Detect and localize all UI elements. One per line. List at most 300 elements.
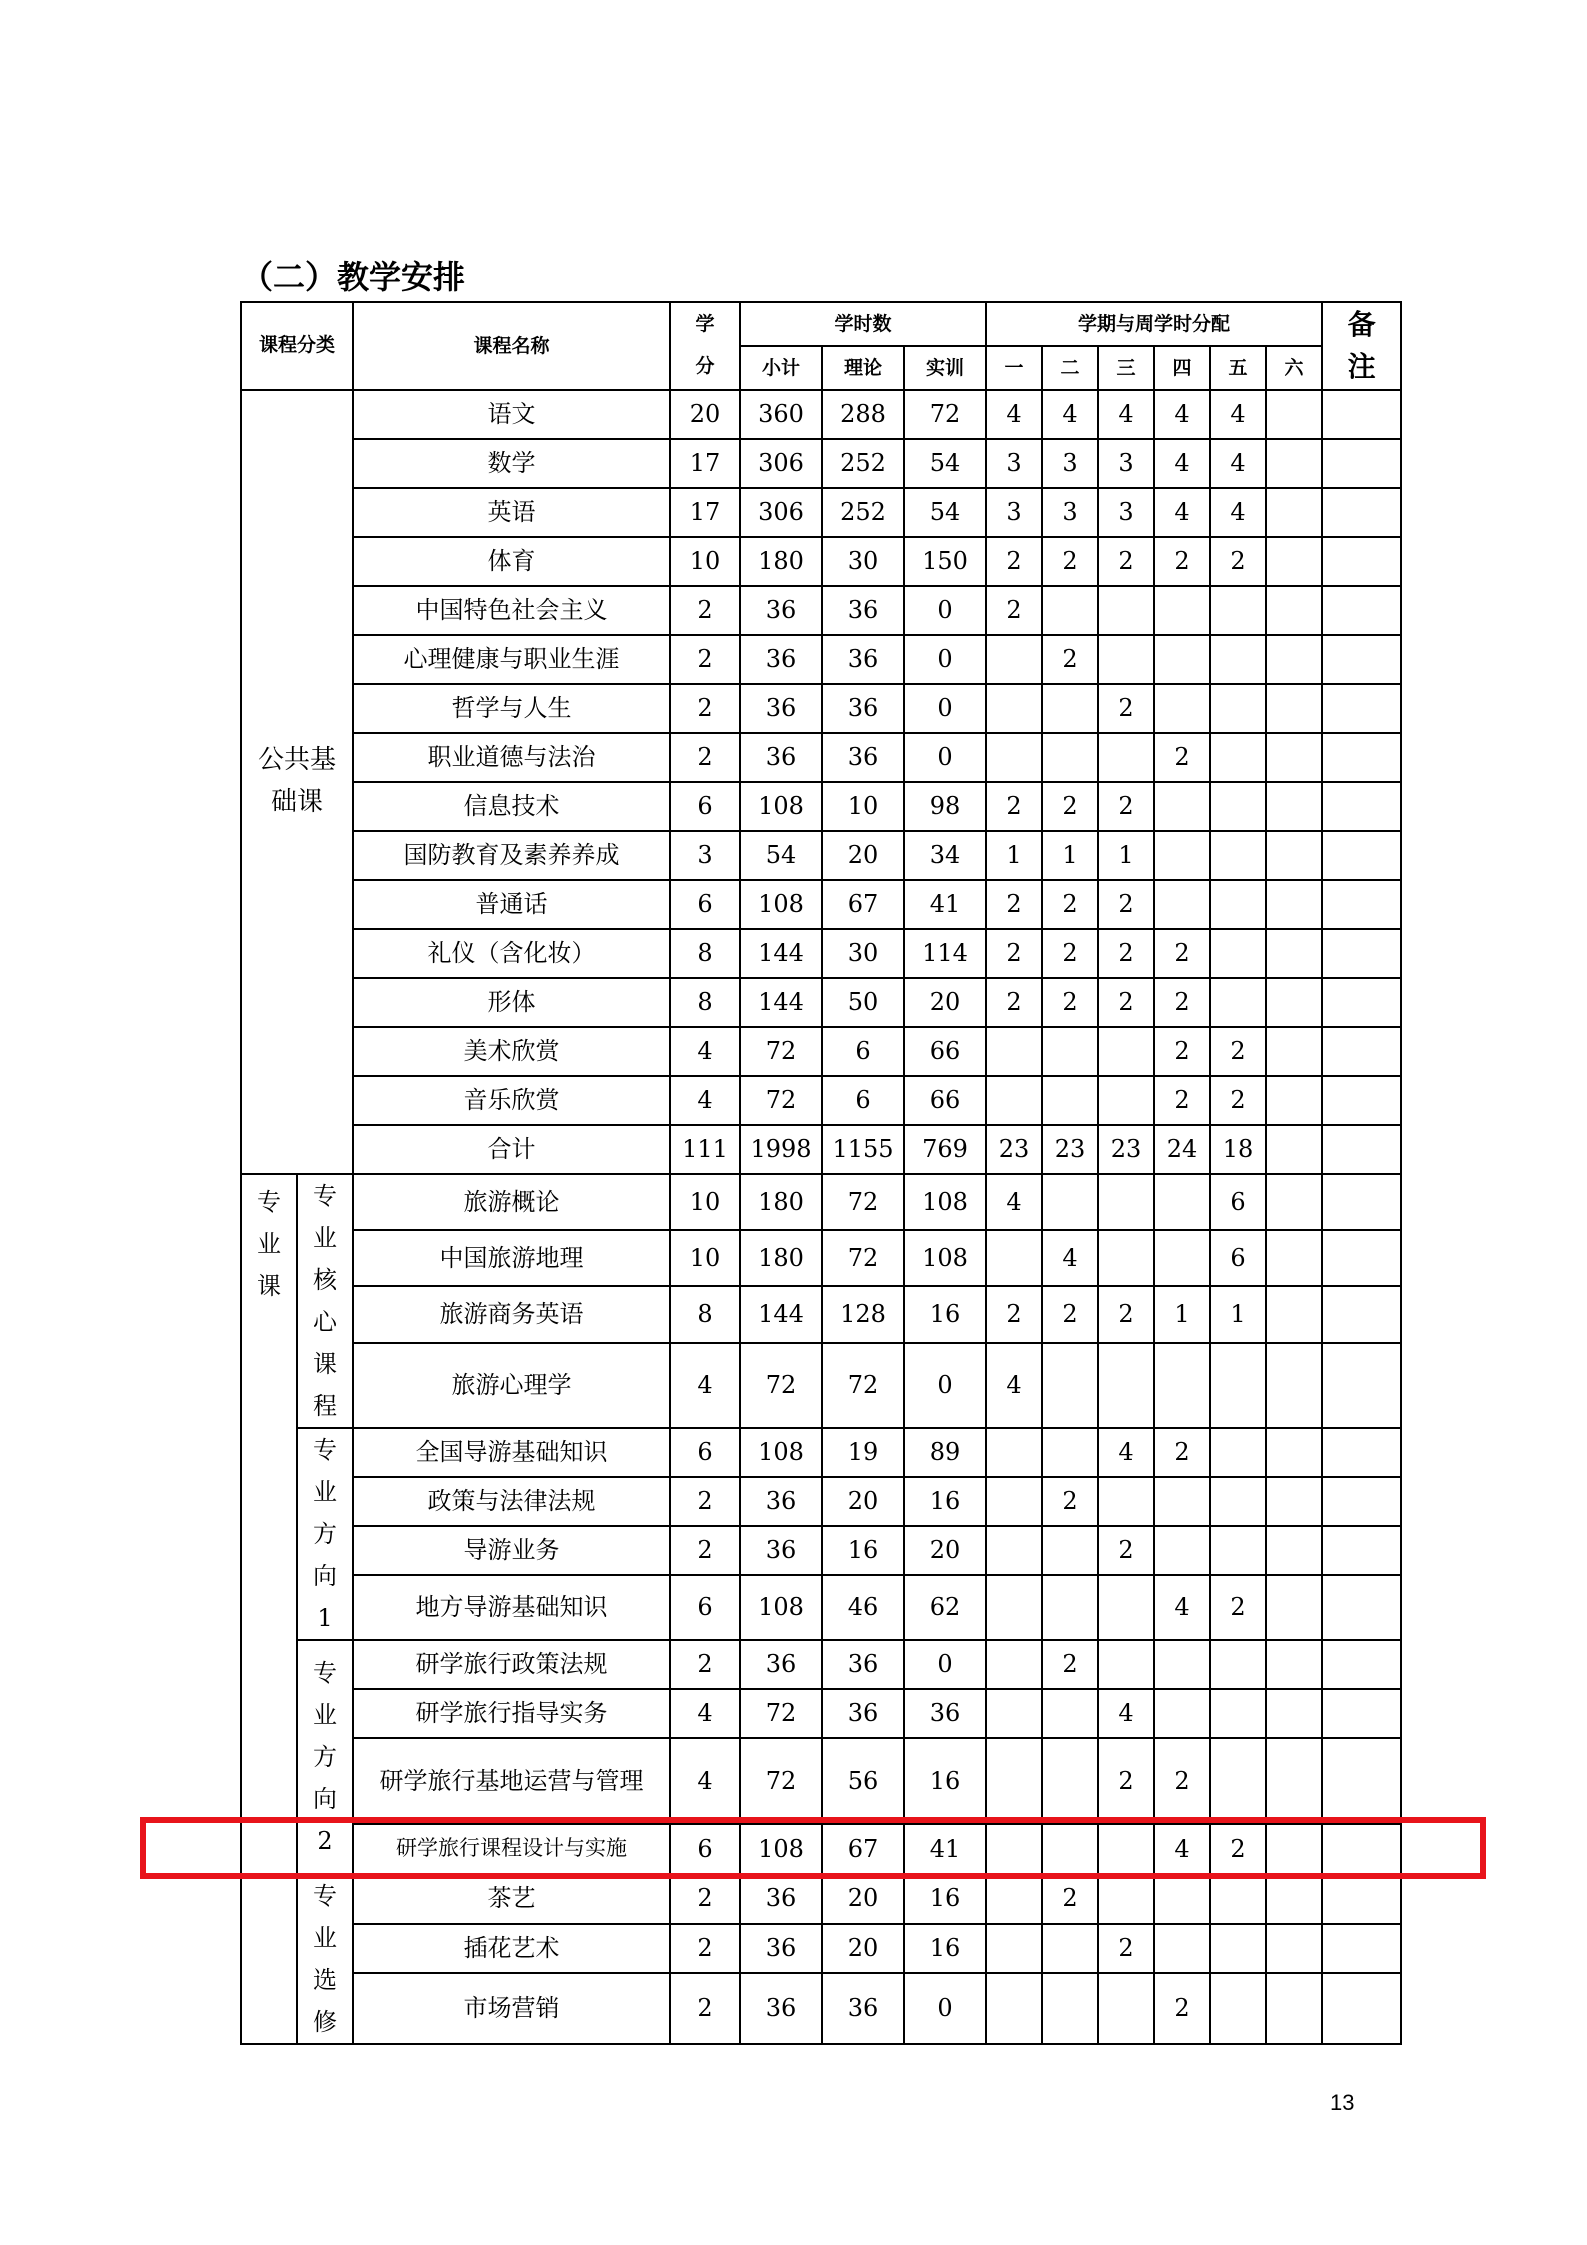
course-name: 市场营销 — [353, 1973, 670, 2044]
remarks-cell — [1322, 1428, 1401, 1477]
semester-1-hours: 2 — [986, 880, 1042, 929]
hours-theory: 72 — [822, 1174, 904, 1230]
semester-6-hours — [1266, 929, 1322, 978]
semester-2-hours: 2 — [1042, 782, 1098, 831]
semester-6-hours — [1266, 733, 1322, 782]
semester-6-hours — [1266, 1640, 1322, 1689]
remarks-cell — [1322, 978, 1401, 1027]
semester-5-hours — [1210, 929, 1266, 978]
semester-5-hours — [1210, 1477, 1266, 1526]
course-name: 插花艺术 — [353, 1924, 670, 1974]
semester-4-hours: 2 — [1154, 1027, 1210, 1076]
table-row — [241, 1640, 1401, 1689]
semester-6-hours — [1266, 1174, 1322, 1230]
table-row — [241, 488, 1401, 537]
hours-practice: 114 — [904, 929, 986, 978]
hours-theory: 6 — [822, 1076, 904, 1125]
semester-3-hours — [1098, 1973, 1154, 2044]
table-row — [241, 1428, 1401, 1477]
semester-1-hours: 3 — [986, 488, 1042, 537]
hours-theory: 252 — [822, 439, 904, 488]
semester-2-hours — [1042, 1973, 1098, 2044]
credits: 10 — [670, 537, 740, 586]
header-hours: 学时数 — [740, 302, 986, 346]
course-name: 哲学与人生 — [353, 684, 670, 733]
semester-3-hours: 3 — [1098, 488, 1154, 537]
semester-1-hours: 2 — [986, 978, 1042, 1027]
hours-total: 144 — [740, 978, 822, 1027]
table-row — [241, 635, 1401, 684]
semester-4-hours — [1154, 1230, 1210, 1286]
remarks-cell — [1322, 537, 1401, 586]
semester-2-hours: 2 — [1042, 1477, 1098, 1526]
semester-4-hours: 4 — [1154, 1575, 1210, 1640]
hours-practice: 16 — [904, 1477, 986, 1526]
remarks-cell — [1322, 586, 1401, 635]
course-name: 音乐欣赏 — [353, 1076, 670, 1125]
hours-practice: 89 — [904, 1428, 986, 1477]
semester-2-hours — [1042, 684, 1098, 733]
semester-2-hours — [1042, 1738, 1098, 1824]
table-row — [241, 1924, 1401, 1974]
hours-theory: 72 — [822, 1343, 904, 1428]
hours-theory: 36 — [822, 1689, 904, 1738]
table-row — [241, 1125, 1401, 1174]
semester-4-hours: 24 — [1154, 1125, 1210, 1174]
semester-6-hours — [1266, 390, 1322, 439]
credits: 3 — [670, 831, 740, 880]
remarks-cell — [1322, 1286, 1401, 1342]
credits: 20 — [670, 390, 740, 439]
semester-1-hours: 2 — [986, 1286, 1042, 1342]
table-row — [241, 1575, 1401, 1640]
semester-4-hours: 2 — [1154, 1076, 1210, 1125]
hours-practice: 16 — [904, 1874, 986, 1924]
hours-total: 36 — [740, 1973, 822, 2044]
semester-5-hours: 4 — [1210, 488, 1266, 537]
hours-practice: 0 — [904, 1973, 986, 2044]
semester-5-hours — [1210, 1689, 1266, 1738]
semester-1-hours — [986, 1477, 1042, 1526]
hours-total: 108 — [740, 1824, 822, 1874]
semester-5-hours — [1210, 880, 1266, 929]
semester-5-hours — [1210, 1874, 1266, 1924]
remarks-cell — [1322, 1689, 1401, 1738]
semester-2-hours: 3 — [1042, 488, 1098, 537]
hours-total: 36 — [740, 1477, 822, 1526]
category-dir1: 专业方向1 — [297, 1428, 353, 1640]
course-name: 形体 — [353, 978, 670, 1027]
semester-4-hours: 2 — [1154, 537, 1210, 586]
semester-4-hours: 2 — [1154, 1973, 1210, 2044]
hours-practice: 54 — [904, 488, 986, 537]
semester-2-hours — [1042, 733, 1098, 782]
semester-1-hours: 2 — [986, 537, 1042, 586]
remarks-cell — [1322, 880, 1401, 929]
table-row — [241, 1973, 1401, 2044]
category-elective: 专业选修 — [297, 1874, 353, 2044]
semester-4-hours — [1154, 1526, 1210, 1575]
semester-3-hours: 4 — [1098, 1428, 1154, 1477]
hours-total: 108 — [740, 782, 822, 831]
hours-practice: 41 — [904, 1824, 986, 1874]
table-row — [241, 1027, 1401, 1076]
semester-4-hours: 4 — [1154, 1824, 1210, 1874]
table-row — [241, 1526, 1401, 1575]
semester-6-hours — [1266, 1286, 1322, 1342]
hours-total: 36 — [740, 1640, 822, 1689]
hours-theory: 67 — [822, 880, 904, 929]
semester-1-hours — [986, 684, 1042, 733]
hours-practice: 66 — [904, 1076, 986, 1125]
hours-theory: 36 — [822, 635, 904, 684]
semester-6-hours — [1266, 1125, 1322, 1174]
hours-theory: 36 — [822, 586, 904, 635]
course-name: 礼仪（含化妆） — [353, 929, 670, 978]
hours-total: 306 — [740, 488, 822, 537]
header-hours-practice: 实训 — [904, 346, 986, 390]
semester-4-hours: 4 — [1154, 439, 1210, 488]
remarks-cell — [1322, 782, 1401, 831]
hours-practice: 41 — [904, 880, 986, 929]
hours-total: 144 — [740, 1286, 822, 1342]
table-row — [241, 733, 1401, 782]
remarks-cell — [1322, 1230, 1401, 1286]
semester-4-hours: 2 — [1154, 978, 1210, 1027]
credits: 2 — [670, 586, 740, 635]
semester-4-hours: 2 — [1154, 733, 1210, 782]
semester-2-hours — [1042, 1526, 1098, 1575]
semester-1-hours: 3 — [986, 439, 1042, 488]
header-course-name: 课程名称 — [353, 302, 670, 390]
table-row — [241, 929, 1401, 978]
hours-practice: 769 — [904, 1125, 986, 1174]
hours-practice: 34 — [904, 831, 986, 880]
hours-theory: 128 — [822, 1286, 904, 1342]
semester-5-hours — [1210, 1343, 1266, 1428]
semester-5-hours — [1210, 782, 1266, 831]
hours-practice: 20 — [904, 978, 986, 1027]
semester-4-hours: 4 — [1154, 390, 1210, 439]
course-name: 中国旅游地理 — [353, 1230, 670, 1286]
remarks-cell — [1322, 831, 1401, 880]
semester-6-hours — [1266, 1874, 1322, 1924]
semester-1-hours — [986, 1640, 1042, 1689]
semester-4-hours — [1154, 1924, 1210, 1974]
semester-5-hours — [1210, 635, 1266, 684]
semester-5-hours — [1210, 1526, 1266, 1575]
hours-theory: 20 — [822, 831, 904, 880]
hours-practice: 98 — [904, 782, 986, 831]
hours-theory: 252 — [822, 488, 904, 537]
table-row — [241, 1738, 1401, 1824]
hours-practice: 72 — [904, 390, 986, 439]
credits: 6 — [670, 880, 740, 929]
semester-1-hours — [986, 1738, 1042, 1824]
hours-practice: 16 — [904, 1738, 986, 1824]
semester-2-hours: 23 — [1042, 1125, 1098, 1174]
credits: 2 — [670, 1924, 740, 1974]
hours-total: 72 — [740, 1027, 822, 1076]
semester-1-hours: 1 — [986, 831, 1042, 880]
semester-3-hours — [1098, 1174, 1154, 1230]
semester-1-hours: 4 — [986, 1174, 1042, 1230]
hours-total: 36 — [740, 1874, 822, 1924]
semester-6-hours — [1266, 831, 1322, 880]
semester-3-hours: 4 — [1098, 390, 1154, 439]
semester-3-hours — [1098, 1477, 1154, 1526]
course-name: 旅游商务英语 — [353, 1286, 670, 1342]
semester-6-hours — [1266, 586, 1322, 635]
semester-5-hours — [1210, 978, 1266, 1027]
hours-total: 180 — [740, 1174, 822, 1230]
course-name: 研学旅行指导实务 — [353, 1689, 670, 1738]
remarks-cell — [1322, 1640, 1401, 1689]
semester-6-hours — [1266, 488, 1322, 537]
semester-3-hours: 3 — [1098, 439, 1154, 488]
course-name: 地方导游基础知识 — [353, 1575, 670, 1640]
header-remarks: 备注 — [1322, 302, 1401, 390]
semester-3-hours: 2 — [1098, 929, 1154, 978]
course-name: 研学旅行政策法规 — [353, 1640, 670, 1689]
hours-theory: 56 — [822, 1738, 904, 1824]
hours-total: 36 — [740, 586, 822, 635]
table-row — [241, 684, 1401, 733]
semester-3-hours — [1098, 1230, 1154, 1286]
semester-4-hours — [1154, 1689, 1210, 1738]
hours-theory: 46 — [822, 1575, 904, 1640]
credits: 8 — [670, 929, 740, 978]
semester-4-hours: 2 — [1154, 1428, 1210, 1477]
semester-6-hours — [1266, 1076, 1322, 1125]
credits: 4 — [670, 1076, 740, 1125]
category-dir2: 专业方向2 — [297, 1640, 353, 1874]
semester-1-hours — [986, 1428, 1042, 1477]
header-semester-4: 四 — [1154, 346, 1210, 390]
semester-5-hours — [1210, 1428, 1266, 1477]
table-row — [241, 880, 1401, 929]
course-name: 国防教育及素养养成 — [353, 831, 670, 880]
semester-1-hours — [986, 1027, 1042, 1076]
credits: 10 — [670, 1230, 740, 1286]
credits: 6 — [670, 1575, 740, 1640]
hours-theory: 67 — [822, 1824, 904, 1874]
semester-3-hours: 2 — [1098, 537, 1154, 586]
teaching-schedule-table — [240, 301, 1402, 2045]
table-row — [241, 782, 1401, 831]
credits: 2 — [670, 1477, 740, 1526]
semester-4-hours — [1154, 831, 1210, 880]
hours-total: 144 — [740, 929, 822, 978]
credits: 2 — [670, 635, 740, 684]
credits: 8 — [670, 1286, 740, 1342]
course-name: 导游业务 — [353, 1526, 670, 1575]
semester-5-hours — [1210, 733, 1266, 782]
semester-5-hours — [1210, 1738, 1266, 1824]
course-name: 职业道德与法治 — [353, 733, 670, 782]
credits: 6 — [670, 1428, 740, 1477]
semester-2-hours: 1 — [1042, 831, 1098, 880]
semester-1-hours: 4 — [986, 390, 1042, 439]
remarks-cell — [1322, 390, 1401, 439]
semester-6-hours — [1266, 635, 1322, 684]
semester-5-hours — [1210, 1640, 1266, 1689]
hours-theory: 6 — [822, 1027, 904, 1076]
course-name: 政策与法律法规 — [353, 1477, 670, 1526]
credits: 17 — [670, 488, 740, 537]
semester-3-hours: 2 — [1098, 684, 1154, 733]
hours-total: 108 — [740, 880, 822, 929]
semester-3-hours: 2 — [1098, 880, 1154, 929]
hours-theory: 1155 — [822, 1125, 904, 1174]
semester-6-hours — [1266, 782, 1322, 831]
hours-total: 180 — [740, 1230, 822, 1286]
course-name: 研学旅行课程设计与实施 — [353, 1824, 670, 1874]
semester-4-hours — [1154, 1477, 1210, 1526]
semester-4-hours — [1154, 1343, 1210, 1428]
remarks-cell — [1322, 1125, 1401, 1174]
remarks-cell — [1322, 1477, 1401, 1526]
course-name: 体育 — [353, 537, 670, 586]
remarks-cell — [1322, 488, 1401, 537]
semester-6-hours — [1266, 1230, 1322, 1286]
semester-1-hours: 4 — [986, 1343, 1042, 1428]
semester-5-hours: 2 — [1210, 1575, 1266, 1640]
semester-4-hours: 1 — [1154, 1286, 1210, 1342]
remarks-cell — [1322, 1575, 1401, 1640]
hours-total: 72 — [740, 1689, 822, 1738]
header-hours-total: 小计 — [740, 346, 822, 390]
semester-1-hours: 2 — [986, 586, 1042, 635]
course-name: 美术欣赏 — [353, 1027, 670, 1076]
semester-2-hours: 4 — [1042, 1230, 1098, 1286]
course-name: 信息技术 — [353, 782, 670, 831]
hours-practice: 20 — [904, 1526, 986, 1575]
page-number: 13 — [1330, 2090, 1355, 2115]
credits: 17 — [670, 439, 740, 488]
remarks-cell — [1322, 1027, 1401, 1076]
table-row — [241, 1689, 1401, 1738]
semester-2-hours: 2 — [1042, 635, 1098, 684]
semester-6-hours — [1266, 978, 1322, 1027]
semester-3-hours — [1098, 733, 1154, 782]
semester-3-hours — [1098, 635, 1154, 684]
semester-2-hours: 2 — [1042, 929, 1098, 978]
course-name: 英语 — [353, 488, 670, 537]
hours-theory: 20 — [822, 1924, 904, 1974]
semester-6-hours — [1266, 537, 1322, 586]
credits: 4 — [670, 1027, 740, 1076]
semester-6-hours — [1266, 880, 1322, 929]
semester-3-hours: 1 — [1098, 831, 1154, 880]
semester-5-hours: 1 — [1210, 1286, 1266, 1342]
semester-2-hours: 3 — [1042, 439, 1098, 488]
course-name: 研学旅行基地运营与管理 — [353, 1738, 670, 1824]
semester-6-hours — [1266, 1973, 1322, 2044]
hours-practice: 16 — [904, 1924, 986, 1974]
semester-5-hours — [1210, 684, 1266, 733]
semester-6-hours — [1266, 1924, 1322, 1974]
semester-3-hours: 2 — [1098, 978, 1154, 1027]
table-row — [241, 586, 1401, 635]
semester-3-hours — [1098, 1640, 1154, 1689]
hours-practice: 0 — [904, 1343, 986, 1428]
semester-4-hours — [1154, 1174, 1210, 1230]
semester-4-hours — [1154, 880, 1210, 929]
semester-3-hours: 23 — [1098, 1125, 1154, 1174]
hours-practice: 150 — [904, 537, 986, 586]
semester-6-hours — [1266, 1738, 1322, 1824]
semester-2-hours: 2 — [1042, 1640, 1098, 1689]
semester-5-hours — [1210, 831, 1266, 880]
semester-6-hours — [1266, 1575, 1322, 1640]
semester-5-hours: 6 — [1210, 1230, 1266, 1286]
semester-1-hours — [986, 1924, 1042, 1974]
semester-1-hours — [986, 1575, 1042, 1640]
semester-1-hours: 2 — [986, 782, 1042, 831]
remarks-cell — [1322, 1738, 1401, 1824]
hours-total: 36 — [740, 635, 822, 684]
semester-1-hours — [986, 1874, 1042, 1924]
hours-practice: 108 — [904, 1174, 986, 1230]
credits: 2 — [670, 684, 740, 733]
semester-2-hours — [1042, 1027, 1098, 1076]
remarks-cell — [1322, 1973, 1401, 2044]
remarks-cell — [1322, 635, 1401, 684]
semester-2-hours — [1042, 1343, 1098, 1428]
semester-6-hours — [1266, 1343, 1322, 1428]
remarks-cell — [1322, 439, 1401, 488]
semester-2-hours: 2 — [1042, 1874, 1098, 1924]
remarks-cell — [1322, 1174, 1401, 1230]
semester-4-hours — [1154, 1640, 1210, 1689]
course-name: 中国特色社会主义 — [353, 586, 670, 635]
course-name: 心理健康与职业生涯 — [353, 635, 670, 684]
table-row — [241, 537, 1401, 586]
hours-practice: 62 — [904, 1575, 986, 1640]
semester-5-hours: 2 — [1210, 537, 1266, 586]
header-semester-6: 六 — [1266, 346, 1322, 390]
hours-total: 1998 — [740, 1125, 822, 1174]
hours-practice: 0 — [904, 586, 986, 635]
table-row — [241, 831, 1401, 880]
hours-total: 36 — [740, 684, 822, 733]
semester-6-hours — [1266, 1027, 1322, 1076]
header-hours-theory: 理论 — [822, 346, 904, 390]
hours-total: 36 — [740, 1924, 822, 1974]
semester-5-hours: 4 — [1210, 439, 1266, 488]
semester-4-hours: 2 — [1154, 1738, 1210, 1824]
semester-6-hours — [1266, 684, 1322, 733]
semester-2-hours — [1042, 1428, 1098, 1477]
semester-5-hours: 6 — [1210, 1174, 1266, 1230]
hours-practice: 0 — [904, 1640, 986, 1689]
category-professional: 专业课 — [241, 1174, 297, 2044]
semester-1-hours — [986, 1973, 1042, 2044]
hours-theory: 36 — [822, 1973, 904, 2044]
header-semester-group: 学期与周学时分配 — [986, 302, 1322, 346]
semester-2-hours — [1042, 1076, 1098, 1125]
table-row — [241, 1230, 1401, 1286]
hours-theory: 20 — [822, 1874, 904, 1924]
table-row — [241, 1874, 1401, 1924]
table-row — [241, 1477, 1401, 1526]
table-row — [241, 1076, 1401, 1125]
remarks-cell — [1322, 733, 1401, 782]
semester-3-hours — [1098, 1575, 1154, 1640]
semester-3-hours — [1098, 1076, 1154, 1125]
credits: 8 — [670, 978, 740, 1027]
